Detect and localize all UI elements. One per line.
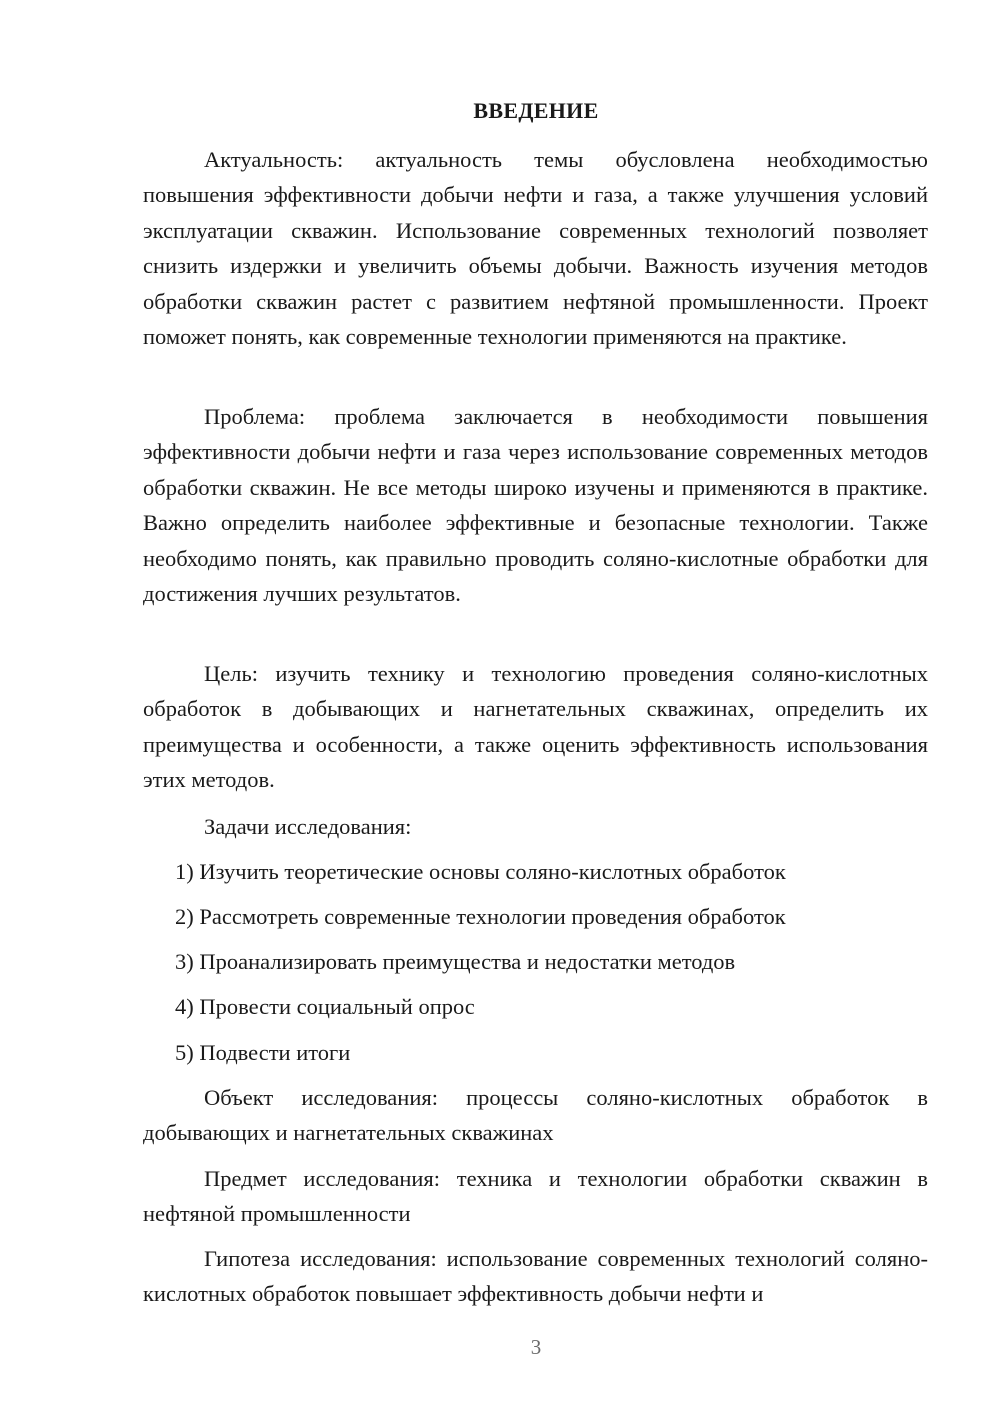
tasks-heading: Задачи исследования: [204,814,412,839]
paragraph-subject: Предмет исследования: техника и технологии обработки скважин в нефтяной промышленности [143,1166,928,1227]
page-title: ВВЕДЕНИЕ [473,98,599,123]
task-item-2: 2) Рассмотреть современные технологии проведения обработок [175,904,786,929]
task-item-3: 3) Проанализировать преимущества и недостатки методов [175,949,736,974]
paragraph-goal: Цель: изучить технику и технологию проведения соляно-кислотных обработок в добывающих и нагнетательных скважинах, определить их преимущества и особенности, а также оценить эффективность использования этих методов. [143,661,928,793]
paragraph-hypothesis: Гипотеза исследования: использование современных технологий соляно-кислотных обработок повышает эффективность добычи нефти и [143,1246,928,1307]
page-number: 3 [530,1335,542,1359]
paragraph-relevance: Актуальность: актуальность темы обусловлена необходимостью повышения эффективности добычи нефти и газа, а также улучшения условий эксплуатации скважин. Использование современных технологий позволяет снизить издержки и увеличить объемы добычи. Важность изучения методов обработки скважин растет с развитием нефтяной промышленности. Проект поможет понять, как современные технологии применяются на практике. [143,147,928,350]
task-item-4: 4) Провести социальный опрос [175,994,475,1019]
task-item-5: 5) Подвести итоги [175,1040,351,1065]
paragraph-problem: Проблема: проблема заключается в необходимости повышения эффективности добычи нефти и газа через использование современных методов обработки скважин. Не все методы широко изучены и применяются в практике. Важно определить наиболее эффективные и безопасные технологии. Также необходимо понять, как правильно проводить соляно-кислотные обработки для достижения лучших результатов. [143,404,928,607]
task-item-1: 1) Изучить теоретические основы соляно-кислотных обработок [175,859,786,884]
paragraph-object: Объект исследования: процессы соляно-кислотных обработок в добывающих и нагнетательных скважинах [143,1085,928,1146]
